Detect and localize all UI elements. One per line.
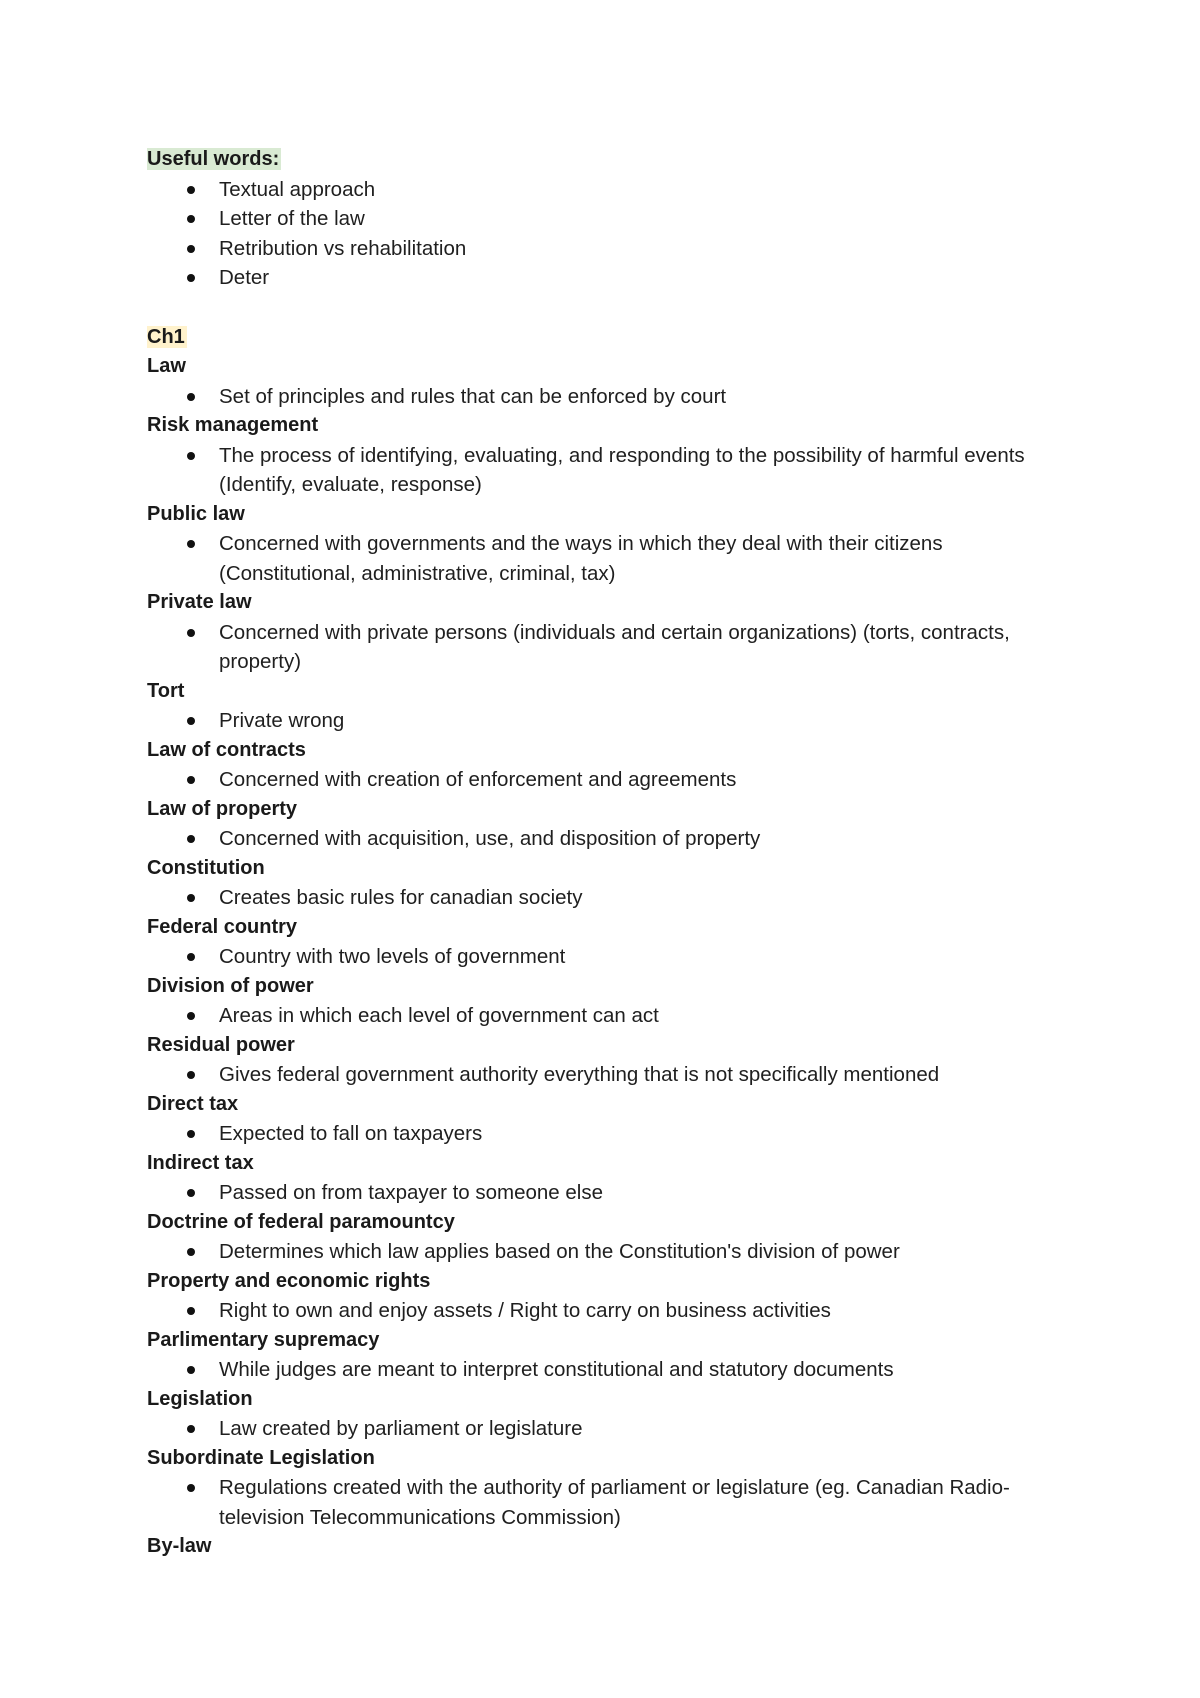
term-heading: Public law xyxy=(147,502,245,525)
chapter-heading xyxy=(147,323,1047,353)
definition-item: Concerned with acquisition, use, and disposition of property xyxy=(219,824,1047,854)
term-definitions xyxy=(147,1001,1047,1031)
definition-item: Areas in which each level of government can act xyxy=(219,1001,1047,1031)
term-heading: Subordinate Legislation xyxy=(147,1446,375,1469)
term-heading: Indirect tax xyxy=(147,1151,254,1174)
chapter-heading-text: Ch1 xyxy=(147,325,185,348)
definition-item: Passed on from taxpayer to someone else xyxy=(219,1178,1047,1208)
term-definitions xyxy=(147,1473,1047,1532)
definition-item: While judges are meant to interpret constitutional and statutory documents xyxy=(219,1355,1047,1385)
definition-item: Determines which law applies based on the Constitution's division of power xyxy=(219,1237,1047,1267)
definition-item: Set of principles and rules that can be enforced by court xyxy=(219,382,1047,412)
term-definitions xyxy=(147,1296,1047,1326)
term-definitions xyxy=(147,1178,1047,1208)
term-heading: Parlimentary supremacy xyxy=(147,1328,380,1351)
definition-item: Creates basic rules for canadian society xyxy=(219,883,1047,913)
definition-item: The process of identifying, evaluating, and responding to the possibility of harmful events (Identify, evaluate, response) xyxy=(219,441,1047,500)
term-heading: Private law xyxy=(147,591,252,613)
definition-item: Concerned with private persons (individuals and certain organizations) (torts, contracts, property) xyxy=(219,618,1047,677)
term-heading: Federal country xyxy=(147,915,298,938)
term-heading: Division of power xyxy=(147,974,314,997)
list-item: Deter xyxy=(219,263,1047,293)
term-definitions xyxy=(147,529,1047,588)
term-definitions xyxy=(147,618,1047,677)
term-definitions xyxy=(147,883,1047,913)
term-heading: Law of contracts xyxy=(147,738,306,761)
term-heading: Property and economic rights xyxy=(147,1269,431,1292)
term-definitions xyxy=(147,382,1047,412)
list-item: Textual approach xyxy=(219,175,1047,205)
term-definitions xyxy=(147,1237,1047,1267)
term-heading: Risk management xyxy=(147,414,319,436)
term-definitions xyxy=(147,1355,1047,1385)
term-definitions xyxy=(147,942,1047,972)
term-heading: Tort xyxy=(147,679,185,702)
list-item: Retribution vs rehabilitation xyxy=(219,234,1047,264)
definition-item: Concerned with governments and the ways in which they deal with their citizens (Constitutional, administrative, criminal, tax) xyxy=(219,529,1047,588)
definition-item: Country with two levels of government xyxy=(219,942,1047,972)
term-definitions xyxy=(147,706,1047,736)
term-definitions xyxy=(147,765,1047,795)
term-heading: Doctrine of federal paramountcy xyxy=(147,1210,455,1233)
term-heading: Direct tax xyxy=(147,1092,239,1115)
definition-item: Right to own and enjoy assets / Right to carry on business activities xyxy=(219,1296,1047,1326)
term-definitions xyxy=(147,441,1047,500)
term-definitions xyxy=(147,824,1047,854)
definition-item: Regulations created with the authority of parliament or legislature (eg. Canadian Radio-television Telecommunications Commission) xyxy=(219,1473,1047,1532)
definition-item: Private wrong xyxy=(219,706,1047,736)
term-definitions xyxy=(147,1060,1047,1090)
term-heading: Residual power xyxy=(147,1033,295,1056)
list-item: Letter of the law xyxy=(219,204,1047,234)
definition-item: Concerned with creation of enforcement and agreements xyxy=(219,765,1047,795)
term-heading: By-law xyxy=(147,1535,212,1557)
term-heading: Constitution xyxy=(147,856,265,879)
spacer xyxy=(147,293,1047,323)
definition-item: Law created by parliament or legislature xyxy=(219,1414,1047,1444)
term-heading: Legislation xyxy=(147,1387,253,1410)
term-heading: Law xyxy=(147,355,186,377)
useful-words-heading xyxy=(147,145,1047,175)
definition-item: Gives federal government authority everything that is not specifically mentioned xyxy=(219,1060,1047,1090)
definition-item: Expected to fall on taxpayers xyxy=(219,1119,1047,1149)
document-content xyxy=(147,145,1047,1562)
useful-words-heading-text: Useful words: xyxy=(147,148,280,170)
term-heading: Law of property xyxy=(147,797,298,820)
useful-words-list xyxy=(147,175,1047,293)
terms-list xyxy=(147,352,1047,1562)
term-definitions xyxy=(147,1119,1047,1149)
term-definitions xyxy=(147,1414,1047,1444)
